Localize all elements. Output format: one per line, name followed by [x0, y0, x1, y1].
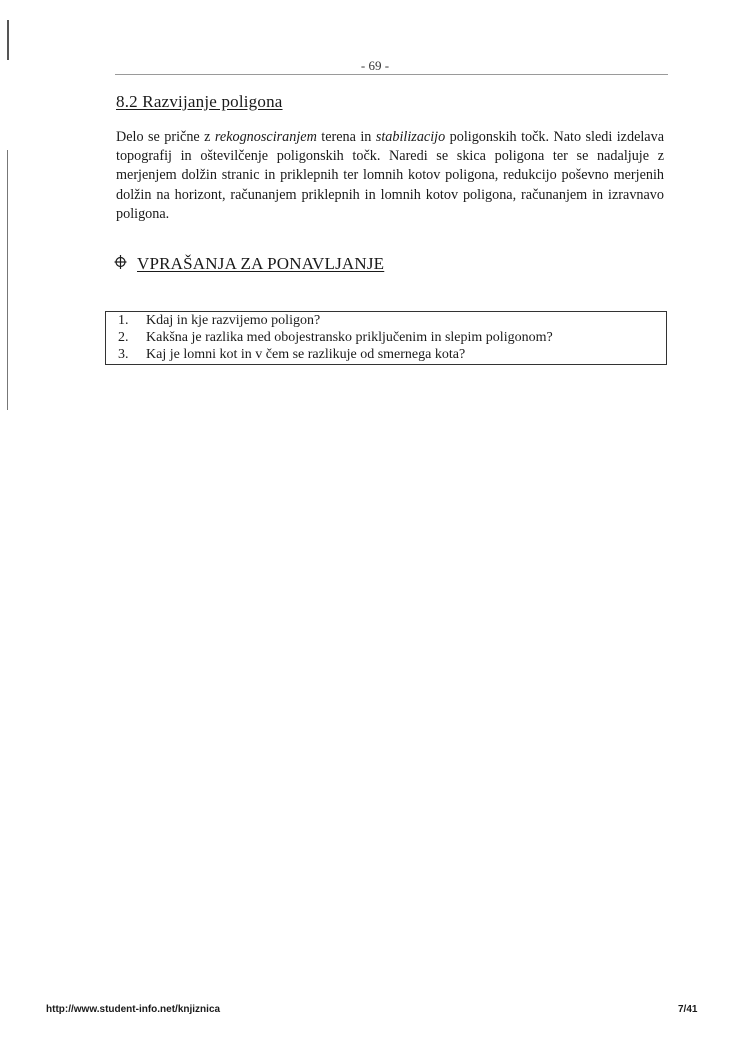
question-text: Kdaj in kje razvijemo poligon?: [146, 313, 321, 328]
question-number: 3.: [118, 347, 129, 362]
paragraph-text: poligonskih točk. Nato sledi izdelava topografij in oštevilčenje poligonskih točk. Naredi se skica poligona ter se nadaljuje z merjenjem dolžin stranic in priklepnih ter lomnih kotov poligona, redukcijo poševno merjenih dolžin na horizont, računanjem priklepnih in lomnih kotov poligona, računanjem in izravnavo poligona.: [116, 129, 664, 222]
scan-edge-mark: [7, 150, 8, 410]
footer-url: http://www.student-info.net/knjiznica: [46, 1004, 221, 1015]
question-item: [106, 312, 666, 329]
page-number: - 69 -: [360, 58, 390, 73]
question-text: Kaj je lomni kot in v čem se razlikuje od smernega kota?: [146, 347, 466, 362]
questions-box: [105, 311, 667, 365]
question-item: [106, 346, 666, 363]
question-number: 1.: [118, 313, 129, 328]
questions-title: VPRAŠANJA ZA PONAVLJANJE: [137, 254, 385, 273]
questions-heading: [113, 254, 384, 274]
cross-in-circle-icon: [113, 254, 127, 274]
paragraph-text: Delo se prične z: [116, 129, 215, 145]
questions-list: [106, 312, 666, 363]
section-heading: 8.2 Razvijanje poligona: [116, 92, 283, 111]
paragraph-text: terena in: [316, 129, 376, 145]
question-number: 2.: [118, 330, 129, 345]
scan-edge-mark: [7, 20, 9, 60]
question-text: Kakšna je razlika med obojestransko priključenim in slepim poligonom?: [146, 330, 553, 345]
question-item: [106, 329, 666, 346]
header-rule: [115, 74, 668, 75]
body-paragraph: [116, 128, 664, 224]
paragraph-emphasis: rekognosciranjem: [214, 129, 317, 145]
paragraph-emphasis: stabilizacijo: [375, 129, 446, 145]
footer-page-count: 7/41: [678, 1004, 698, 1015]
